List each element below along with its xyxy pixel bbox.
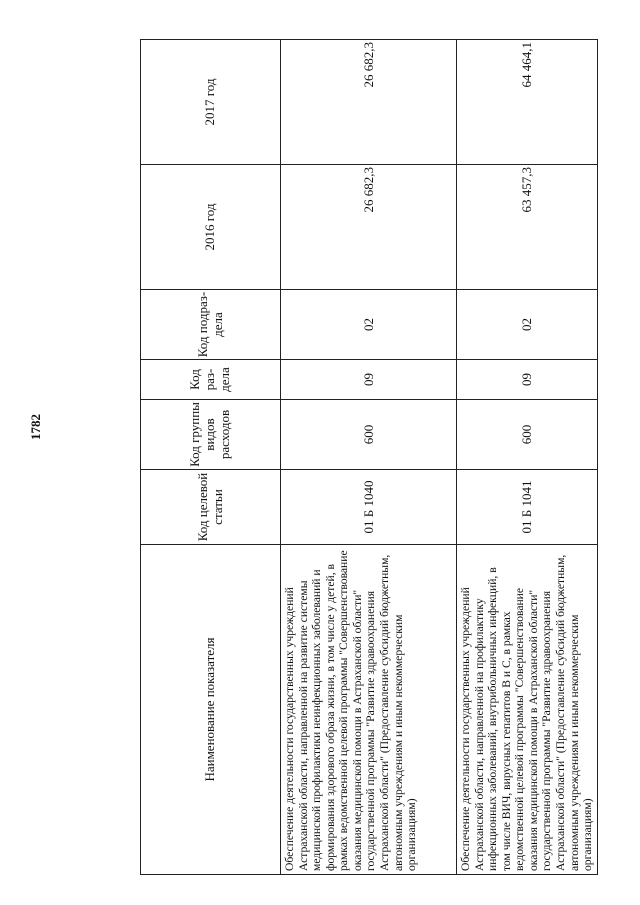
header-section-code: Код раз-дела bbox=[141, 360, 281, 400]
row-expense-group-cell: 600 bbox=[281, 400, 457, 470]
budget-table bbox=[140, 39, 598, 875]
page-number: 1782 bbox=[28, 414, 43, 440]
header-year-2017: 2017 год bbox=[141, 40, 281, 165]
row-2017-amount-cell: 26 682,3 bbox=[281, 40, 457, 165]
row-section-cell: 09 bbox=[457, 360, 598, 400]
header-expense-group-code: Код группы видов расходов bbox=[141, 400, 281, 470]
row-section-cell: 09 bbox=[281, 360, 457, 400]
row-target-code-cell: 01 Б 1040 bbox=[281, 470, 457, 545]
row-2017-amount-cell: 64 464,1 bbox=[457, 40, 598, 165]
header-year-2016: 2016 год bbox=[141, 165, 281, 290]
table-row bbox=[281, 40, 457, 875]
header-name: Наименование показателя bbox=[141, 545, 281, 875]
table-header-row bbox=[141, 40, 281, 875]
row-expense-group-cell: 600 bbox=[457, 400, 598, 470]
header-subsection-code: Код подраз-дела bbox=[141, 290, 281, 360]
table-row bbox=[457, 40, 598, 875]
row-name-cell: Обеспечение деятельности государственных учреждений Астраханской области, направленной на профилактику инфекционных заболеваний, внутрибольничных инфекций, в том числе ВИЧ, вирусных гепатитов В и С, в рамках ведомственной целевой программы "Совершенствование оказания медицинской помощи в Астраханской области" государственной программы "Развитие здравоохранения Астраханской области" (Предоставление субсидий бюджетным, автономным учреждениям и иным некоммерческим организациям) bbox=[457, 545, 598, 875]
row-name-cell: Обеспечение деятельности государственных учреждений Астраханской области, направленной на развитие системы медицинской профилактики неинфекционных заболеваний и формирования здорового образа жизни, в том числе у детей, в рамках ведомственной целевой программы "Совершенствование оказания медицинской помощи в Астраханской области" государственной программы "Развитие здравоохранения Астраханской области" (Предоставление субсидий бюджетным, автономным учреждениям и иным некоммерческим организациям) bbox=[281, 545, 457, 875]
row-target-code-cell: 01 Б 1041 bbox=[457, 470, 598, 545]
rotated-table-container bbox=[140, 40, 595, 875]
row-2016-amount-cell: 63 457,3 bbox=[457, 165, 598, 290]
row-subsection-cell: 02 bbox=[281, 290, 457, 360]
header-target-code: Код целевой статьи bbox=[141, 470, 281, 545]
row-2016-amount-cell: 26 682,3 bbox=[281, 165, 457, 290]
row-subsection-cell: 02 bbox=[457, 290, 598, 360]
